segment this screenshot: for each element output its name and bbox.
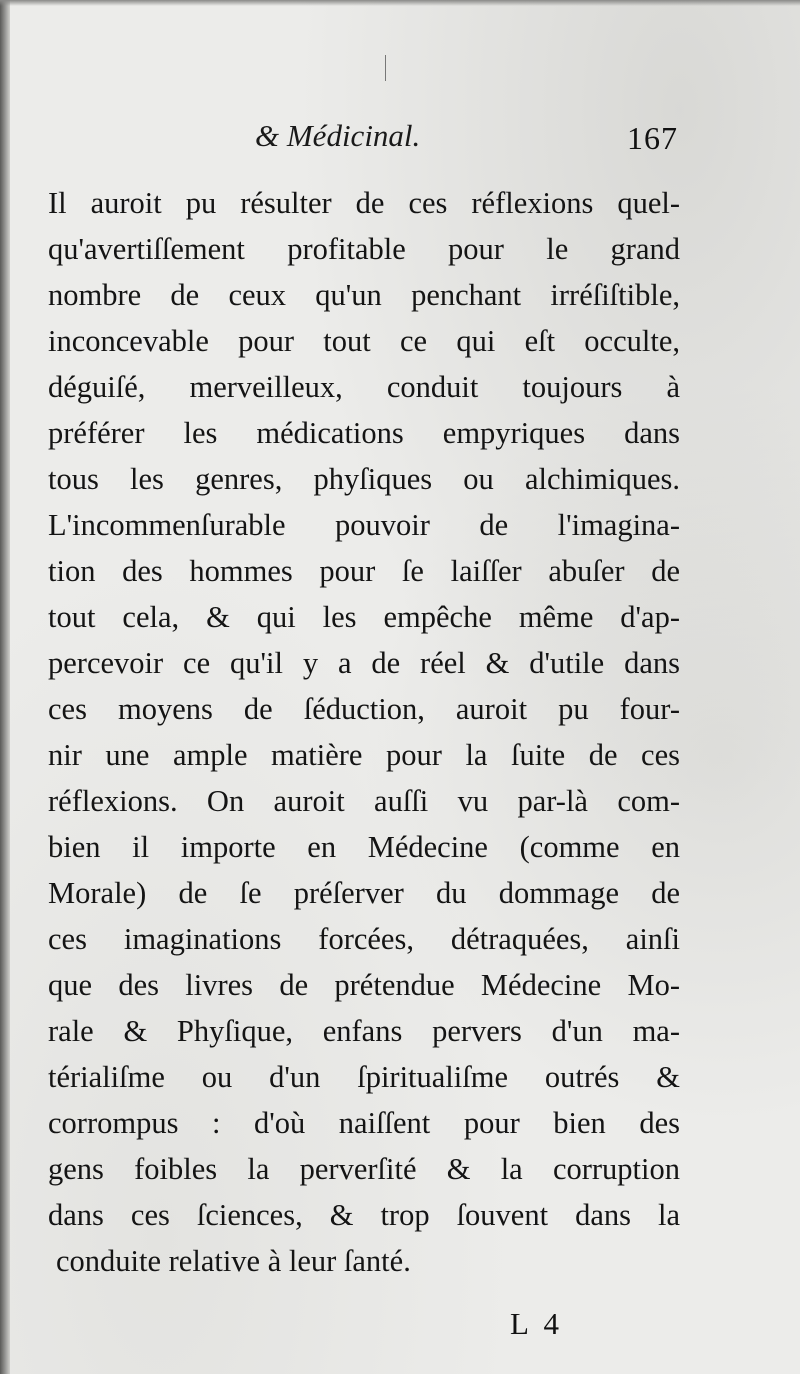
text-line: percevoir ce qu'il y a de réel & d'utile dans bbox=[48, 646, 680, 680]
text-line: qu'avertiſſement profitable pour le grand bbox=[48, 232, 680, 266]
body-text bbox=[48, 180, 680, 1284]
text-line: tion des hommes pour ſe laiſſer abuſer de bbox=[48, 554, 680, 588]
text-line: térialiſme ou d'un ſpiritualiſme outrés & bbox=[48, 1060, 680, 1094]
text-line: gens foibles la perverſité & la corruption bbox=[48, 1152, 680, 1186]
text-line: tous les genres, phyſiques ou alchimiques. bbox=[48, 462, 680, 496]
page-header bbox=[50, 118, 678, 162]
text-line: corrompus : d'où naiſſent pour bien des bbox=[48, 1106, 680, 1140]
text-line: déguiſé, merveilleux, conduit toujours à bbox=[48, 370, 680, 404]
text-line: nir une ample matière pour la ſuite de ces bbox=[48, 738, 680, 772]
text-line: Il auroit pu résulter de ces réflexions quel- bbox=[48, 186, 680, 220]
text-line: conduite relative à leur ſanté. bbox=[56, 1244, 411, 1278]
text-line: nombre de ceux qu'un penchant irréſiſtible, bbox=[48, 278, 680, 312]
text-line: Morale) de ſe préſerver du dommage de bbox=[48, 876, 680, 910]
page-number: 167 bbox=[627, 120, 678, 156]
text-line: rale & Phyſique, enfans pervers d'un ma- bbox=[48, 1014, 680, 1048]
text-line: réflexions. On auroit auſſi vu par-là com- bbox=[48, 784, 680, 818]
text-line: préférer les médications empyriques dans bbox=[48, 416, 680, 450]
text-line: inconcevable pour tout ce qui eſt occulte, bbox=[48, 324, 680, 358]
text-line: bien il importe en Médecine (comme en bbox=[48, 830, 680, 864]
text-line: tout cela, & qui les empêche même d'ap- bbox=[48, 600, 680, 634]
text-line: L'incommenſurable pouvoir de l'imagina- bbox=[48, 508, 680, 542]
page-left-edge-shadow bbox=[0, 0, 10, 1374]
page-top-edge-shadow bbox=[0, 0, 800, 6]
running-head: & Médicinal. bbox=[255, 118, 421, 153]
text-line: dans ces ſciences, & trop ſouvent dans la bbox=[48, 1198, 680, 1232]
text-line: ces moyens de ſéduction, auroit pu four- bbox=[48, 692, 680, 726]
text-line: que des livres de prétendue Médecine Mo- bbox=[48, 968, 680, 1002]
gutter-mark bbox=[385, 55, 386, 81]
text-line: ces imaginations forcées, détraquées, ainſi bbox=[48, 922, 680, 956]
signature-mark: L 4 bbox=[510, 1306, 564, 1341]
